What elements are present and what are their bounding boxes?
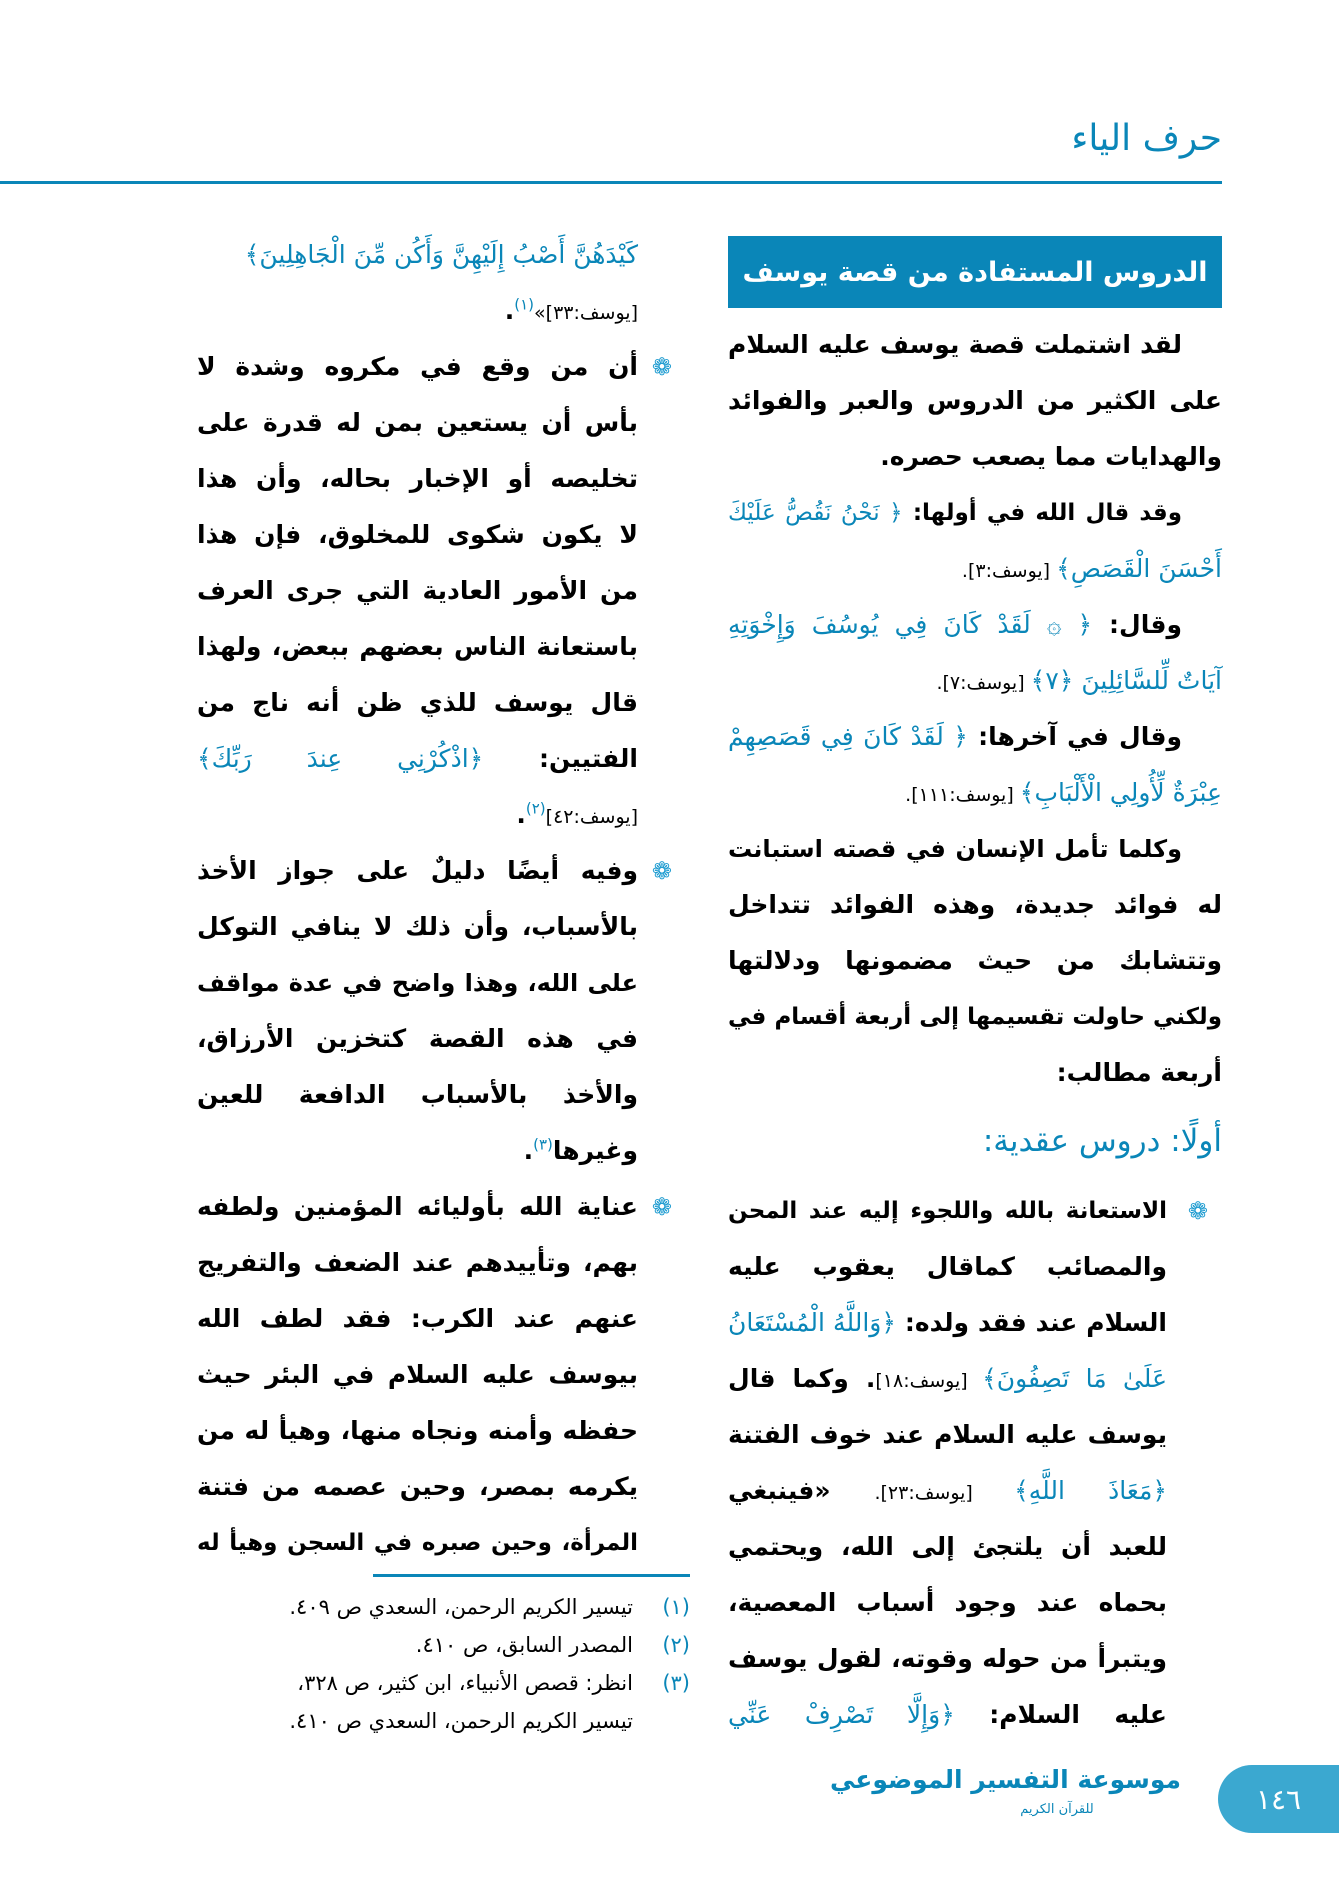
text: وكلما تأمل الإنسان في قصته استبانت: [728, 835, 1182, 863]
text: أن من وقع في مكروه وشدة لا: [197, 352, 638, 381]
page-number: ١٤٦: [1255, 1782, 1302, 1816]
text-line: [197, 619, 638, 675]
subsection-heading: أولًا: دروس عقدية:: [982, 1123, 1222, 1159]
footnote: [190, 1588, 690, 1626]
quran-verse: ﴿اذْكُرْنِي عِندَ رَبِّكَ﴾: [197, 744, 484, 773]
verse-reference: [يوسف:٣٣]»: [534, 302, 638, 324]
logo-subtitle: للقرآن الكريم: [1020, 1802, 1094, 1817]
text: يكرمه بمصر، وحين عصمه من فتنة: [197, 1472, 638, 1501]
text: قال يوسف للذي ظن أنه ناج من: [197, 688, 638, 717]
text: عنهم عند الكرب: فقد لطف الله: [197, 1304, 638, 1333]
text: باستعانة الناس بعضهم ببعض، ولهذا: [197, 632, 638, 661]
text: عناية الله بأوليائه المؤمنين ولطفه: [197, 1192, 638, 1221]
text-line: [728, 709, 1222, 765]
footnote: [190, 1626, 690, 1664]
text: في هذه القصة كتخزين الأرزاق،: [197, 1024, 638, 1053]
text-line: [728, 1463, 1222, 1519]
text-line: [197, 1123, 638, 1179]
footnote-continued: [190, 1702, 690, 1740]
text: للعبد أن يلتجئ إلى الله، ويحتمي: [728, 1532, 1167, 1561]
text-line: [197, 787, 638, 843]
text-line: [728, 373, 1222, 429]
text-line: [728, 1631, 1222, 1687]
text: . وكما قال: [728, 1364, 876, 1393]
text: يوسف عليه السلام عند خوف الفتنة: [728, 1420, 1167, 1449]
text: والمصائب كماقال يعقوب عليه: [728, 1252, 1167, 1281]
flower-bullet-icon: ❁: [651, 353, 672, 381]
footnote-text: انظر: قصص الأنبياء، ابن كثير، ص ٣٢٨،: [297, 1671, 633, 1695]
text-line: [728, 317, 1222, 373]
text-line: [728, 1687, 1222, 1743]
text-line: [728, 485, 1222, 541]
text: أربعة مطالب:: [1056, 1058, 1222, 1087]
text: والهدايات مما يصعب حصره.: [880, 442, 1222, 471]
text-line: [197, 899, 638, 955]
header-divider: [0, 181, 1222, 184]
quran-verse: كَيْدَهُنَّ أَصْبُ إِلَيْهِنَّ وَأَكُن مِّنَ الْجَاهِلِينَ﴾: [244, 240, 638, 269]
text-line: [728, 933, 1222, 989]
footnote-text: تيسير الكريم الرحمن، السعدي ص ٤٠٩.: [289, 1595, 633, 1619]
verse-reference: [يوسف:٣].: [961, 560, 1057, 582]
bullet-line: [197, 339, 672, 395]
footnote-number: (٢): [662, 1633, 690, 1657]
text-line: [197, 507, 638, 563]
footnote-text: المصدر السابق، ص ٤١٠.: [415, 1633, 633, 1657]
right-column: [728, 317, 1222, 1743]
text: «فينبغي: [728, 1476, 875, 1505]
flower-bullet-icon: ❁: [1187, 1197, 1208, 1225]
text: بأس أن يستعين بمن له قدرة على: [197, 408, 638, 437]
footnote-divider: [373, 1574, 690, 1577]
text: لا يكون شكوى للمخلوق، فإن هذا: [197, 520, 638, 549]
quran-verse: عِبْرَةٌ لِّأُولِي الْأَلْبَابِ﴾: [1019, 778, 1222, 807]
text: .: [523, 1136, 534, 1165]
text-line: [728, 765, 1222, 821]
text: من الأمور العادية التي جرى العرف: [197, 576, 638, 605]
verse-reference: [يوسف:٤٢]: [545, 806, 638, 828]
text: الفتيين:: [483, 744, 639, 773]
verse-reference: [يوسف:٧].: [936, 672, 1031, 694]
text: بالأسباب، وأن ذلك لا ينافي التوكل: [197, 912, 638, 941]
text: وقد قال الله في أولها:: [902, 500, 1182, 526]
quran-verse: ﴿وَإِلَّا تَصْرِفْ عَنِّي: [728, 1700, 955, 1729]
text-line: [197, 283, 638, 339]
footnote-marker[interactable]: (٣): [533, 1135, 553, 1154]
text-line: [197, 955, 638, 1011]
bullet-line: [197, 1179, 672, 1235]
text-line: [197, 227, 638, 283]
text-line: [728, 1407, 1222, 1463]
text-line: [728, 541, 1222, 597]
quran-verse: أَحْسَنَ الْقَصَصِ﴾: [1056, 554, 1222, 583]
text: والأخذ بالأسباب الدافعة للعين: [197, 1080, 638, 1109]
footnote-number: (٣): [662, 1671, 690, 1695]
text-line: [197, 1011, 638, 1067]
text-line: [728, 429, 1222, 485]
text-line: [197, 731, 638, 787]
page-number-badge: [1218, 1765, 1339, 1833]
text-line: [728, 1045, 1222, 1101]
text: ويتبرأ من حوله وقوته، لقول يوسف: [728, 1644, 1167, 1673]
text: المرأة، وحين صبره في السجن وهيأ له: [197, 1530, 638, 1556]
quran-verse: آيَاتٌ لِّلسَّائِلِينَ ﴿٧﴾: [1030, 666, 1222, 695]
text: السلام عند فقد ولده:: [896, 1308, 1167, 1337]
flower-bullet-icon: ❁: [651, 857, 672, 885]
text-line: [197, 1459, 638, 1515]
text: بهم، وتأييدهم عند الضعف والتفريج: [197, 1248, 638, 1277]
bullet-line: [197, 843, 672, 899]
quran-verse: ﴿ نَحْنُ نَقُصُّ عَلَيْكَ: [728, 500, 903, 526]
text: لقد اشتملت قصة يوسف عليه السلام: [728, 330, 1182, 359]
text-line: [728, 597, 1222, 653]
text: بحماه عند وجود أسباب المعصية،: [728, 1588, 1167, 1617]
text: وقال في آخرها:: [967, 722, 1183, 751]
text: الاستعانة بالله واللجوء إليه عند المحن: [728, 1198, 1167, 1224]
text: .: [516, 800, 526, 829]
text-line: [197, 1403, 638, 1459]
footnote-marker[interactable]: (٢): [525, 799, 546, 818]
section-title-banner: [728, 236, 1222, 308]
flower-bullet-icon: ❁: [651, 1193, 672, 1221]
text-line: [197, 563, 638, 619]
text-line: [728, 1519, 1222, 1575]
footnote-text: تيسير الكريم الرحمن، السعدي ص ٤١٠.: [289, 1709, 633, 1733]
text: وتتشابك من حيث مضمونها ودلالتها: [728, 946, 1222, 975]
text: ولكني حاولت تقسيمها إلى أربعة أقسام في: [728, 1004, 1222, 1030]
text-line: [197, 451, 638, 507]
quran-verse: ﴿وَاللَّهُ الْمُسْتَعَانُ: [728, 1308, 897, 1337]
verse-reference: [يوسف:١١١].: [905, 784, 1020, 806]
verse-reference: [يوسف:١٨]: [875, 1370, 983, 1392]
footnote-number: (١): [662, 1595, 690, 1619]
text: حفظه وأمنه ونجاه منها، وهيأ له من: [197, 1416, 638, 1445]
text-line: [728, 1295, 1222, 1351]
logo-title: موسوعة التفسير الموضوعي: [829, 1765, 1181, 1794]
text-line: [197, 1347, 638, 1403]
text: وقال:: [1092, 610, 1182, 639]
text-line: [728, 877, 1222, 933]
verse-reference: [يوسف:٢٣].: [874, 1482, 1015, 1504]
quran-verse: ﴿ لَقَدْ كَانَ فِي قَصَصِهِمْ: [728, 722, 968, 751]
text: على الكثير من الدروس والعبر والفوائد: [728, 386, 1222, 415]
text: .: [504, 296, 515, 325]
text: وفيه أيضًا دليلٌ على جواز الأخذ: [197, 856, 638, 885]
text-line: [728, 989, 1222, 1045]
text-line: [728, 1239, 1222, 1295]
text: وغيرها: [552, 1136, 638, 1165]
text-line: [197, 1235, 638, 1291]
chapter-title: حرف الياء: [1071, 118, 1222, 159]
text-line: [728, 653, 1222, 709]
bullet-line: [728, 1183, 1222, 1239]
footnotes: [190, 1588, 690, 1740]
footnote-marker[interactable]: (١): [514, 295, 535, 314]
quran-verse: عَلَىٰ مَا تَصِفُونَ﴾: [982, 1364, 1167, 1393]
text-line: [728, 1351, 1222, 1407]
text-line: [197, 1291, 638, 1347]
encyclopedia-logo: [829, 1760, 1181, 1840]
footnote: [190, 1664, 690, 1702]
text: عليه السلام:: [954, 1700, 1167, 1729]
text-line: [197, 1067, 638, 1123]
text-line: [197, 675, 638, 731]
quran-verse: ﴿مَعَاذَ اللَّهِ﴾: [1014, 1476, 1167, 1505]
text: تخليصه أو الإخبار بحاله، وأن هذا: [197, 464, 638, 493]
text: بيوسف عليه السلام في البئر حيث: [197, 1360, 638, 1389]
text: على الله، وهذا واضح في عدة مواقف: [197, 969, 638, 997]
quran-verse: ﴿ ۞ لَقَدْ كَانَ فِي يُوسُفَ وَإِخْوَتِهِ: [728, 610, 1093, 639]
text-line: [728, 821, 1222, 877]
text-line: [197, 1515, 638, 1571]
text: له فوائد جديدة، وهذه الفوائد تتداخل: [728, 890, 1222, 919]
text-line: [197, 395, 638, 451]
text-line: [728, 1575, 1222, 1631]
left-column: [197, 227, 672, 1571]
section-title: الدروس المستفادة من قصة يوسف: [742, 256, 1208, 288]
